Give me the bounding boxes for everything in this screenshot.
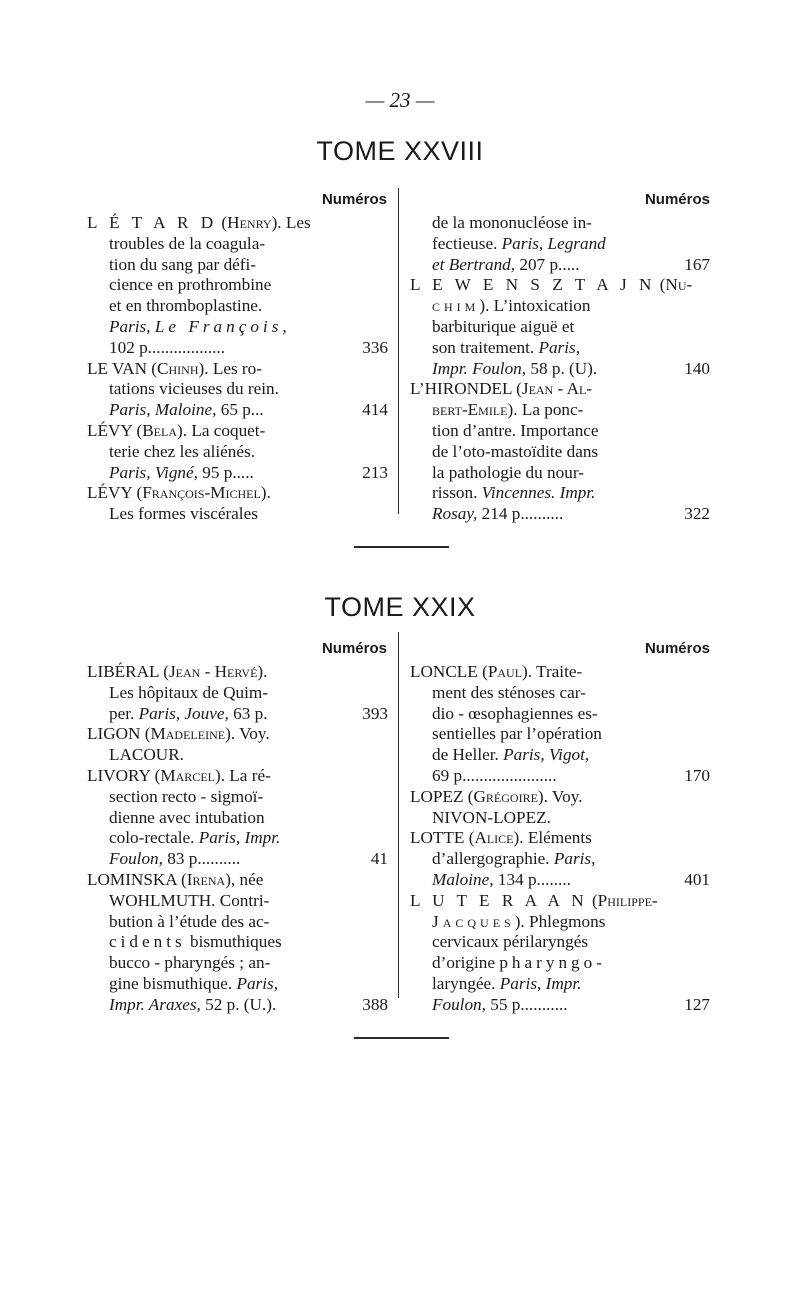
entry-text: bucco - pharyngés ; an- xyxy=(109,953,271,973)
entry-text: gine bismuthique. xyxy=(109,973,237,993)
entry-number: 127 xyxy=(684,994,710,1014)
entry-line xyxy=(87,704,388,725)
entry-text: per. xyxy=(109,703,139,723)
entry-text: ). Voy. xyxy=(537,786,583,806)
index-entry xyxy=(87,724,388,766)
entry-line xyxy=(87,745,388,766)
entry-line xyxy=(87,275,388,296)
entry-text: Jean - Hervé xyxy=(168,662,258,681)
entry-line xyxy=(87,213,388,234)
entry-text: WOHLMUTH. Contri- xyxy=(109,890,270,910)
entry-text: 134 p........ xyxy=(493,869,571,889)
entry-text: LOMINSKA ( xyxy=(87,869,187,889)
index-entry xyxy=(410,828,710,890)
entry-text: Paris, Jouve, xyxy=(138,703,229,723)
entry-line xyxy=(410,662,710,683)
entry-text: L’HIRONDEL ( xyxy=(410,379,522,399)
entry-line xyxy=(410,912,710,933)
entry-line xyxy=(87,870,388,891)
section-rule xyxy=(354,1037,449,1039)
entry-text: Chinh xyxy=(157,358,199,378)
entry-number: 213 xyxy=(362,462,388,482)
index-column-left xyxy=(87,662,388,1016)
entry-line xyxy=(410,995,710,1016)
entry-line xyxy=(410,683,710,704)
entry-number: 167 xyxy=(684,254,710,274)
entry-line xyxy=(87,891,388,912)
entry-text: LOTTE ( xyxy=(410,828,475,848)
entry-text: Henry xyxy=(227,213,272,232)
entry-line xyxy=(87,995,388,1016)
entry-text: 52 p. (U.). xyxy=(200,994,277,1014)
entry-line xyxy=(410,483,710,504)
entry-text: LACOUR. xyxy=(109,745,184,765)
index-entry xyxy=(87,662,388,724)
entry-line xyxy=(410,379,710,400)
entry-text: 69 p...................... xyxy=(432,765,557,785)
entry-text: LONCLE ( xyxy=(410,662,488,681)
entry-text: ). L’intoxication xyxy=(479,296,591,316)
entry-line xyxy=(410,974,710,995)
entry-number: 388 xyxy=(362,994,388,1014)
entry-text: Paris, Vigné, xyxy=(109,462,198,482)
entry-number: 322 xyxy=(684,504,710,524)
entry-text: L É T A R D xyxy=(87,213,218,232)
entry-text: 83 p.......... xyxy=(162,849,241,869)
entry-text: NIVON-LOPEZ. xyxy=(432,807,551,827)
entry-line xyxy=(87,953,388,974)
entry-line xyxy=(87,766,388,787)
entry-number: 393 xyxy=(362,703,388,723)
entry-line xyxy=(410,442,710,463)
entry-text: 95 p..... xyxy=(197,462,254,482)
entry-text: 65 p... xyxy=(216,400,264,420)
entry-line xyxy=(87,338,388,359)
entry-text: ). Eléments xyxy=(513,828,592,848)
entry-text: Nu- xyxy=(665,275,693,295)
entry-text: dienne avec intubation xyxy=(109,807,265,827)
entry-text: Les hôpitaux de Quim- xyxy=(109,682,268,702)
entry-line xyxy=(87,828,388,849)
entry-text: Foulon, xyxy=(432,994,486,1014)
entry-line xyxy=(87,463,388,484)
entry-text: ). Traite- xyxy=(522,662,583,681)
entry-line xyxy=(410,296,710,317)
entry-text: Impr. Araxes, xyxy=(109,994,201,1014)
entry-line xyxy=(87,504,388,525)
entry-line xyxy=(87,421,388,442)
column-header-left: Numéros xyxy=(321,191,387,208)
entry-text: Irena xyxy=(186,869,226,889)
entry-text: colo-rectale. xyxy=(109,828,199,848)
entry-text: Vincennes. Impr. xyxy=(481,483,596,503)
entry-text: Paris, xyxy=(109,316,155,336)
section-rule xyxy=(354,546,449,548)
entry-text: Jacques xyxy=(432,911,515,931)
entry-number: 414 xyxy=(362,400,388,420)
column-header-right: Numéros xyxy=(644,640,710,657)
entry-text: ( xyxy=(587,890,598,910)
index-entry xyxy=(87,483,388,525)
entry-line xyxy=(87,662,388,683)
entry-line xyxy=(410,828,710,849)
entry-text: ). La coquet- xyxy=(177,420,266,440)
entry-line xyxy=(410,932,710,953)
column-header-right: Numéros xyxy=(644,191,710,208)
entry-line xyxy=(410,338,710,359)
entry-text: ). Les xyxy=(271,213,311,232)
entry-text: ment des sténoses car- xyxy=(432,682,586,702)
entry-text: Le François, xyxy=(154,316,291,336)
index-column-left xyxy=(87,213,388,525)
entry-line xyxy=(410,359,710,380)
entry-text: de Heller. xyxy=(432,745,504,765)
entry-line xyxy=(410,787,710,808)
entry-line xyxy=(87,379,388,400)
entry-text: cidents xyxy=(109,932,186,952)
column-divider xyxy=(398,632,399,998)
entry-text: 55 p........... xyxy=(485,994,568,1014)
entry-text: 63 p. xyxy=(228,703,268,723)
entry-text: Paris, xyxy=(553,849,596,869)
index-entry xyxy=(87,359,388,421)
entry-text: LIBÉRAL ( xyxy=(87,662,169,681)
entry-text: Paris, xyxy=(236,973,279,993)
entry-text: ). xyxy=(257,662,268,681)
index-entry xyxy=(410,275,710,379)
entry-text: d’allergographie. xyxy=(432,849,554,869)
entry-line xyxy=(410,849,710,870)
entry-text: de la mononucléose in- xyxy=(432,213,592,232)
index-column-right xyxy=(410,213,710,525)
entry-text: bismuthiques xyxy=(185,932,282,952)
entry-line xyxy=(410,421,710,442)
entry-text: cervicaux périlaryngés xyxy=(432,932,589,952)
entry-text: ( xyxy=(217,213,228,232)
entry-text: Paris, Vigot, xyxy=(503,745,590,765)
entry-text: Alice xyxy=(474,828,514,848)
entry-text: LÉVY ( xyxy=(87,483,143,503)
entry-line xyxy=(410,891,710,912)
entry-line xyxy=(410,704,710,725)
entry-text: 207 p..... xyxy=(515,254,580,274)
entry-text: chim xyxy=(432,296,480,316)
entry-text: ( xyxy=(655,275,666,295)
entry-text: 214 p.......... xyxy=(477,504,564,524)
entry-line xyxy=(410,400,710,421)
entry-line xyxy=(87,359,388,380)
entry-text: sentielles par l’opération xyxy=(432,724,602,744)
entry-text: et en thromboplastine. xyxy=(109,296,263,316)
entry-line xyxy=(87,787,388,808)
entry-line xyxy=(410,766,710,787)
entry-text: terie chez les aliénés. xyxy=(109,441,256,461)
index-entry xyxy=(87,213,388,359)
entry-text: Paul xyxy=(487,662,523,681)
entry-text: LOPEZ ( xyxy=(410,786,474,806)
entry-line xyxy=(87,255,388,276)
entry-text: LÉVY ( xyxy=(87,420,143,440)
entry-text: pharyngo- xyxy=(499,953,606,973)
entry-line xyxy=(87,724,388,745)
entry-line xyxy=(410,234,710,255)
entry-text: ). Voy. xyxy=(225,724,270,744)
entry-line xyxy=(87,974,388,995)
entry-text: Rosay, xyxy=(432,504,478,524)
entry-text: son traitement. xyxy=(432,337,539,357)
index-entry xyxy=(87,870,388,1016)
entry-text: dio - œsophagiennes es- xyxy=(432,703,598,723)
entry-line xyxy=(87,912,388,933)
entry-line xyxy=(87,849,388,870)
entry-line xyxy=(410,870,710,891)
entry-text: Foulon, xyxy=(109,849,163,869)
entry-text: LE VAN ( xyxy=(87,358,158,378)
section-title-tome-xxix: TOME XXIX xyxy=(324,592,476,622)
entry-number: 170 xyxy=(684,765,710,785)
entry-text: cience en prothrombine xyxy=(109,275,272,295)
entry-text: Paris, xyxy=(538,337,580,357)
entry-text: Paris, Impr. xyxy=(198,828,281,848)
entry-number: 41 xyxy=(370,849,388,869)
entry-text: et Bertrand, xyxy=(432,254,516,274)
entry-text: Les formes viscérales xyxy=(109,504,258,524)
entry-line xyxy=(410,504,710,525)
entry-text: LIVORY ( xyxy=(87,765,161,785)
entry-number: 140 xyxy=(684,358,710,378)
entry-text: Bela xyxy=(142,420,178,440)
entry-line xyxy=(410,808,710,829)
entry-line xyxy=(410,317,710,338)
entry-text: tion du sang par défi- xyxy=(109,254,257,274)
entry-text: fectieuse. xyxy=(432,233,502,253)
entry-text: de l’oto-mastoïdite dans xyxy=(432,441,599,461)
index-entry xyxy=(410,662,710,787)
entry-line xyxy=(87,296,388,317)
entry-line xyxy=(410,724,710,745)
entry-text: François-Michel xyxy=(142,483,261,503)
entry-text: L U T E R A A N xyxy=(410,890,588,910)
entry-text: ). La ré- xyxy=(214,765,271,785)
entry-line xyxy=(87,808,388,829)
entry-number: 401 xyxy=(684,869,710,889)
entry-text: tations vicieuses du rein. xyxy=(109,379,279,399)
index-entry xyxy=(87,421,388,483)
entry-text: Marcel xyxy=(160,765,215,785)
entry-text: tion d’antre. Importance xyxy=(432,420,599,440)
entry-text: risson. xyxy=(432,483,482,503)
entry-text: barbiturique aiguë et xyxy=(432,316,575,336)
page-number: — 23 — xyxy=(365,88,435,112)
entry-line xyxy=(410,745,710,766)
entry-line xyxy=(410,953,710,974)
entry-text: ). xyxy=(260,483,271,503)
entry-text: Jean - Al- xyxy=(521,379,593,399)
entry-text: laryngée. xyxy=(432,973,500,993)
entry-text: Paris, Legrand xyxy=(501,233,606,253)
entry-text: section recto - sigmoï- xyxy=(109,786,264,806)
index-entry xyxy=(410,379,710,525)
entry-text: bution à l’étude des ac- xyxy=(109,911,270,931)
entry-line xyxy=(410,255,710,276)
entry-text: LIGON ( xyxy=(87,724,151,744)
entry-text: Impr. Foulon, xyxy=(432,358,527,378)
entry-text: 58 p. (U). xyxy=(526,358,598,378)
column-header-left: Numéros xyxy=(321,640,387,657)
section-title-tome-xxviii: TOME XXVIII xyxy=(316,136,484,166)
entry-text: ). Les ro- xyxy=(198,358,262,378)
entry-line xyxy=(87,483,388,504)
entry-text: troubles de la coagula- xyxy=(109,233,266,253)
entry-text: Madeleine xyxy=(150,724,226,744)
entry-text: Paris, Maloine, xyxy=(109,400,217,420)
index-entry xyxy=(410,213,710,275)
index-column-right xyxy=(410,662,710,1016)
entry-text: ). La ponc- xyxy=(507,400,584,420)
entry-text: Paris, Impr. xyxy=(499,973,582,993)
entry-line xyxy=(87,442,388,463)
entry-line xyxy=(87,234,388,255)
entry-text: 102 p.................. xyxy=(109,337,226,357)
index-entry xyxy=(87,766,388,870)
entry-text: ), née xyxy=(225,869,264,889)
entry-text: d’origine xyxy=(432,953,500,973)
column-divider xyxy=(398,188,399,514)
entry-line xyxy=(87,683,388,704)
entry-line xyxy=(87,400,388,421)
entry-line xyxy=(410,275,710,296)
entry-text: Grégoire xyxy=(473,786,538,806)
entry-text: bert-Emile xyxy=(432,400,508,420)
entry-line xyxy=(87,932,388,953)
entry-text: Philippe- xyxy=(597,890,658,910)
entry-line xyxy=(410,463,710,484)
entry-number: 336 xyxy=(362,337,388,357)
index-entry xyxy=(410,787,710,829)
entry-text: L E W E N S Z T A J N xyxy=(410,275,656,295)
entry-line xyxy=(410,213,710,234)
index-entry xyxy=(410,891,710,1016)
entry-text: Maloine, xyxy=(432,869,494,889)
entry-text: la pathologie du nour- xyxy=(432,462,584,482)
entry-line xyxy=(87,317,388,338)
entry-text: ). Phlegmons xyxy=(514,911,606,931)
